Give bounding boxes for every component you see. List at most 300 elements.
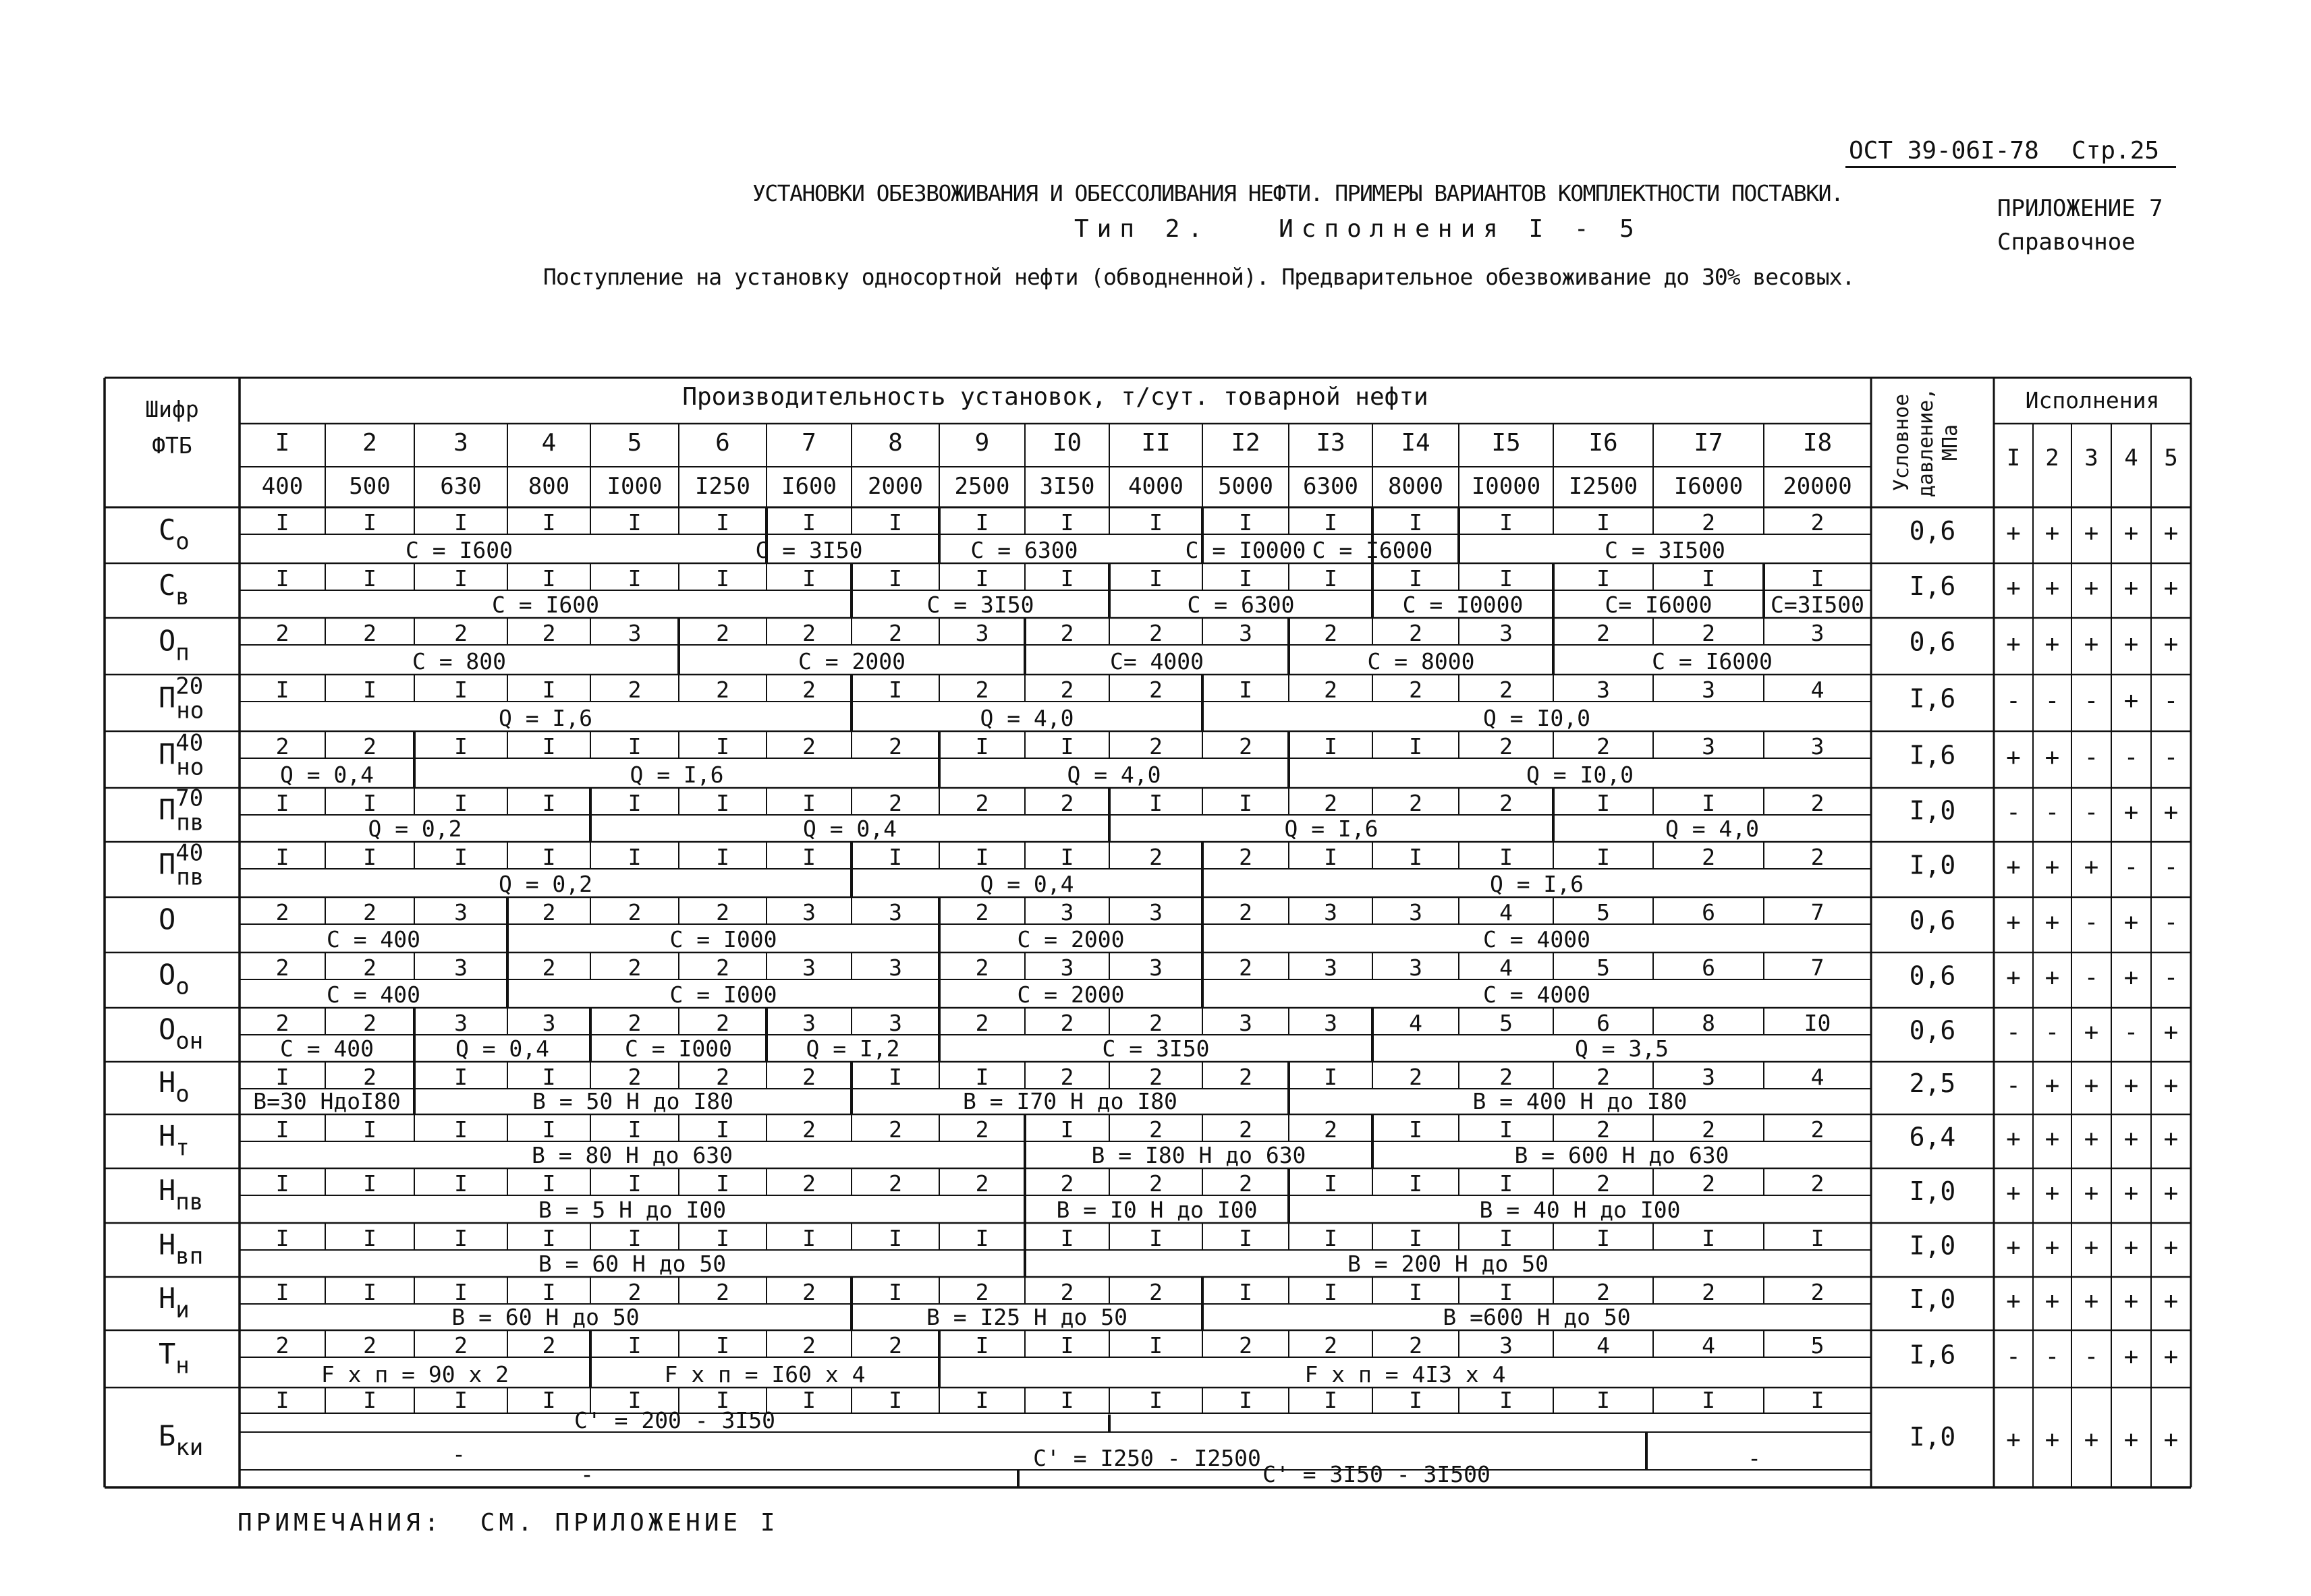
row-exec: - — [2006, 1343, 2021, 1371]
group-label: В = 600 Н до 630 — [1514, 1142, 1729, 1168]
row-exec: - — [2084, 909, 2099, 937]
group-label: С= I6000 — [1605, 592, 1713, 618]
row-count: I — [716, 844, 729, 870]
doc-title: УСТАНОВКИ ОБЕЗВОЖИВАНИЯ И ОБЕССОЛИВАНИЯ НЕФТИ. ПРИМЕРЫ ВАРИАНТОВ КОМПЛЕКТНОСТИ ПОСТАВКИ. — [752, 180, 1843, 206]
capacity-number: 5 — [627, 429, 642, 457]
group-label: С = 6300 — [1187, 592, 1295, 618]
row-exec: - — [2006, 687, 2021, 715]
row-count: I — [363, 677, 377, 703]
row-count: 3 — [1149, 899, 1163, 925]
row-count: I — [975, 1387, 989, 1413]
row-count: 3 — [1149, 954, 1163, 981]
capacity-number: I5 — [1491, 429, 1521, 457]
row-count: I — [1702, 1225, 1715, 1251]
row-count: 3 — [1499, 1332, 1513, 1359]
row-exec: + — [2006, 909, 2021, 937]
row-exec: + — [2084, 574, 2099, 602]
row-count: 2 — [1596, 620, 1610, 646]
row-count: 3 — [1239, 620, 1252, 646]
row-count: I — [889, 1225, 902, 1251]
row-count: I — [628, 1170, 642, 1197]
row-exec: + — [2163, 574, 2179, 602]
notes: ПРИМЕЧАНИЯ: СМ. ПРИЛОЖЕНИЕ I — [238, 1509, 779, 1537]
row-count: I — [454, 1387, 468, 1413]
row-count: I — [454, 1170, 468, 1197]
row-count: I — [889, 1279, 902, 1305]
row-count: I — [1596, 844, 1610, 870]
row-count: I — [1409, 1170, 1422, 1197]
row-count: 2 — [363, 954, 377, 981]
row-count: I — [1149, 509, 1163, 536]
row-pressure: 6,4 — [1909, 1122, 1956, 1152]
row-exec: + — [2163, 1343, 2179, 1371]
row-exec: - — [2044, 687, 2060, 715]
row-count: I — [363, 1225, 377, 1251]
pressure-header — [1890, 388, 1962, 498]
row-code — [159, 1282, 190, 1323]
row-count: I — [889, 1064, 902, 1090]
row-count: 3 — [975, 620, 989, 646]
capacity-value: 800 — [528, 473, 570, 500]
row-count: 2 — [1149, 844, 1163, 870]
row-exec: + — [2006, 743, 2021, 772]
row-code-letter: П — [159, 737, 176, 771]
row-exec: + — [2123, 964, 2139, 992]
group-label: С = 2000 — [1017, 981, 1125, 1008]
row-count: 2 — [716, 1064, 729, 1090]
group-label: С = 6300 — [970, 537, 1078, 563]
row-count: 2 — [889, 620, 902, 646]
row-count: 2 — [1810, 844, 1825, 870]
row-count: I — [1149, 1387, 1163, 1413]
row-count: 2 — [1810, 790, 1825, 816]
row-exec: - — [2044, 799, 2060, 826]
capacity-value: 8000 — [1388, 473, 1443, 500]
row-count: 3 — [454, 899, 468, 925]
row-count: I — [975, 844, 989, 870]
pressure-header-word: МПа — [1939, 424, 1962, 461]
row-count: I — [802, 790, 816, 816]
row-code-sub: ки — [175, 1433, 204, 1461]
row-count: 2 — [1060, 790, 1074, 816]
row-code — [159, 1066, 190, 1108]
group-label: С = 2000 — [1017, 926, 1125, 952]
row-count: I — [1409, 565, 1422, 592]
row-count: 2 — [275, 1332, 289, 1359]
row-count: I — [1596, 1225, 1610, 1251]
row-count: 3 — [802, 1010, 816, 1036]
row-code — [159, 1013, 203, 1054]
row-count: I — [542, 1279, 556, 1305]
capacity-value: 6300 — [1303, 473, 1358, 500]
row-count: I — [275, 1279, 289, 1305]
row-count: I — [542, 1387, 556, 1413]
row-exec: - — [2123, 853, 2139, 882]
row-count: 2 — [1810, 1116, 1825, 1143]
row-count: 5 — [1810, 1332, 1825, 1359]
group-label: В = 400 Н до I80 — [1472, 1088, 1688, 1114]
row-count: I — [1324, 1225, 1337, 1251]
row-count: I — [363, 844, 377, 870]
group-label: В=30 НдоI80 — [253, 1088, 401, 1114]
row-pressure: I,6 — [1909, 683, 1956, 714]
row-count: 2 — [716, 899, 729, 925]
row-count: 2 — [975, 677, 989, 703]
row-count: I — [1239, 1225, 1252, 1251]
row-count: I — [716, 1170, 729, 1197]
row-count: 2 — [363, 1332, 377, 1359]
row-exec: + — [2006, 630, 2021, 658]
row-count: 2 — [975, 1116, 989, 1143]
row-count: I — [716, 1332, 729, 1359]
row-count: 2 — [628, 899, 642, 925]
row-exec: + — [2163, 1179, 2179, 1207]
row-count: 3 — [1060, 954, 1074, 981]
row-count: I — [363, 509, 377, 536]
row-exec: - — [2084, 687, 2099, 715]
row-count: I — [1060, 565, 1074, 592]
row-code — [159, 1228, 203, 1270]
row-code-sub: о — [175, 528, 190, 556]
row-count: I — [1149, 1332, 1163, 1359]
group-label: С = 3I50 — [926, 592, 1034, 618]
row-exec: + — [2084, 1287, 2099, 1315]
row-exec: - — [2044, 1019, 2060, 1046]
capacity-value: I250 — [695, 473, 750, 500]
row-pressure: I,0 — [1909, 1176, 1956, 1206]
row-count: I — [1499, 1116, 1513, 1143]
row-code-letter: П — [159, 793, 176, 826]
code-header-2: ФТБ — [152, 432, 192, 459]
exec-number: I — [2006, 445, 2021, 472]
row-code-sup: 40 — [175, 729, 204, 757]
row-count: 3 — [1499, 620, 1513, 646]
row-count: 5 — [1596, 954, 1610, 981]
row-count: I — [1409, 1279, 1422, 1305]
row-pressure: I,0 — [1909, 1284, 1956, 1314]
row-code-letter: Н — [159, 1228, 176, 1261]
group-label: С = I600 — [492, 592, 599, 618]
row-exec: + — [2006, 964, 2021, 992]
row-count: I — [454, 844, 468, 870]
row-count: I — [628, 1116, 642, 1143]
row-exec: + — [2123, 1343, 2139, 1371]
row-code — [159, 903, 175, 936]
group-label: Q = 0,2 — [498, 871, 593, 897]
row-count: 2 — [1409, 1064, 1422, 1090]
row-exec: + — [2044, 1234, 2060, 1261]
row-count: 2 — [275, 899, 289, 925]
row-exec: + — [2123, 1425, 2139, 1454]
row-code-letter: Н — [159, 1281, 176, 1315]
row-count: 3 — [1702, 1064, 1715, 1090]
row-exec: + — [2084, 1071, 2099, 1100]
row-count: 3 — [1324, 899, 1337, 925]
row-exec: - — [2163, 909, 2179, 937]
row-count: 2 — [975, 899, 989, 925]
group-label: С = I000 — [669, 981, 777, 1008]
row-count: I — [542, 1225, 556, 1251]
row-exec: - — [2163, 853, 2179, 882]
row-exec: + — [2006, 1179, 2021, 1207]
row-count: 2 — [363, 899, 377, 925]
row-count: 4 — [1810, 677, 1825, 703]
row-count: I — [542, 565, 556, 592]
row-code — [159, 625, 190, 666]
row-count: 4 — [1810, 1064, 1825, 1090]
code-header-1: Шифр — [145, 396, 199, 422]
row-count: I — [1409, 733, 1422, 760]
group-label: С = I6000 — [1312, 537, 1433, 563]
row-count: 3 — [1810, 733, 1825, 760]
row-count: 2 — [1324, 677, 1337, 703]
row-count: I — [628, 733, 642, 760]
row-count: 3 — [454, 1010, 468, 1036]
row-code — [159, 730, 204, 781]
row-exec: + — [2084, 1234, 2099, 1261]
row-count: 6 — [1596, 1010, 1610, 1036]
type-line: Тип 2. Исполнения I - 5 — [1074, 215, 1642, 243]
row-count: 2 — [889, 1332, 902, 1359]
row-count: 2 — [889, 790, 902, 816]
capacity-value: 400 — [261, 473, 304, 500]
row-count: 2 — [1596, 1279, 1610, 1305]
group-label: С = 4000 — [1483, 926, 1590, 952]
row-count: 2 — [975, 954, 989, 981]
group-label: С = 400 — [326, 981, 421, 1008]
row-count: I — [628, 1225, 642, 1251]
row-count: 3 — [1324, 954, 1337, 981]
row-count: 2 — [1596, 733, 1610, 760]
row-count: 2 — [1239, 733, 1252, 760]
row-count: I — [1060, 509, 1074, 536]
capacity-number: I3 — [1316, 429, 1345, 457]
row-count: 2 — [1596, 1064, 1610, 1090]
row-count: I — [1499, 844, 1513, 870]
row-exec: + — [2044, 1287, 2060, 1315]
row-count: 2 — [1810, 1170, 1825, 1197]
group-label: Q = I,2 — [806, 1035, 900, 1062]
row-count: I — [1810, 1225, 1825, 1251]
exec-number: 5 — [2164, 445, 2178, 472]
capacity-number: I2 — [1231, 429, 1260, 457]
row-code-letter: Б — [159, 1419, 176, 1452]
capacity-number: I0 — [1052, 429, 1082, 457]
row-count: 2 — [454, 620, 468, 646]
row-count: I — [716, 1387, 729, 1413]
row-count: I — [275, 1116, 289, 1143]
row-exec: + — [2163, 1071, 2179, 1100]
exec-number: 2 — [2045, 445, 2059, 472]
row-count: 3 — [802, 899, 816, 925]
row-exec: + — [2123, 909, 2139, 937]
row-count: I — [275, 677, 289, 703]
group-label: С = 400 — [279, 1035, 374, 1062]
row-count: 8 — [1702, 1010, 1715, 1036]
row-pressure: 0,6 — [1909, 516, 1956, 546]
row-count: I — [802, 565, 816, 592]
row-count: 2 — [1409, 677, 1422, 703]
capacity-value: I600 — [781, 473, 837, 500]
row-count: 3 — [1596, 677, 1610, 703]
row-count: 2 — [1324, 1332, 1337, 1359]
group-label: С = 400 — [326, 926, 421, 952]
row-code — [159, 569, 190, 610]
group-label: Q = 3,5 — [1574, 1035, 1669, 1062]
row-count: 2 — [542, 620, 556, 646]
group-label: Q = 4,0 — [1665, 816, 1760, 842]
row-pressure: I,0 — [1909, 1230, 1956, 1261]
row-count: I — [1499, 1387, 1513, 1413]
row-count: I — [542, 790, 556, 816]
row-code — [159, 513, 190, 555]
row-exec: - — [2084, 964, 2099, 992]
row-pressure: I,0 — [1909, 850, 1956, 880]
row-count: 2 — [275, 1010, 289, 1036]
capacity-value: I2500 — [1568, 473, 1638, 500]
row-count: I — [1499, 1225, 1513, 1251]
group-label: В = 5 Н до I00 — [538, 1197, 727, 1223]
row-exec: + — [2163, 1125, 2179, 1153]
row-count: 4 — [1702, 1332, 1715, 1359]
row-exec: + — [2006, 1234, 2021, 1261]
pressure-header-word: давление, — [1914, 387, 1938, 498]
row-count: 2 — [1239, 1170, 1252, 1197]
row-count: I — [1499, 565, 1513, 592]
row-count: 2 — [1702, 844, 1715, 870]
row-exec: + — [2123, 1179, 2139, 1207]
row-count: I — [1324, 844, 1337, 870]
row-code-letter: Н — [159, 1119, 176, 1153]
row-count: I — [363, 790, 377, 816]
row-exec: - — [2006, 799, 2021, 826]
row-exec: + — [2084, 1019, 2099, 1046]
group-label: Q = I,6 — [1284, 816, 1379, 842]
row-count: 2 — [975, 1170, 989, 1197]
row-exec: + — [2084, 853, 2099, 882]
row-code-letter: Т — [159, 1337, 176, 1371]
row-exec: + — [2123, 687, 2139, 715]
row-count: 4 — [1596, 1332, 1610, 1359]
row-count: I — [1324, 1279, 1337, 1305]
capacity-number: 6 — [715, 429, 730, 457]
row-count: I — [1409, 1387, 1422, 1413]
row-count: 2 — [1239, 1116, 1252, 1143]
row-exec: + — [2006, 574, 2021, 602]
row-count: I — [889, 844, 902, 870]
row-count: I — [275, 509, 289, 536]
row-pressure: 0,6 — [1909, 627, 1956, 657]
row-count: I — [454, 1064, 468, 1090]
row-count: I — [716, 1225, 729, 1251]
row-exec: + — [2163, 799, 2179, 826]
row-exec: + — [2006, 1287, 2021, 1315]
row-code — [159, 840, 204, 891]
row-count: 2 — [1239, 954, 1252, 981]
row-count: I — [802, 1225, 816, 1251]
bki-range: С' = 3I50 - 3I500 — [1262, 1461, 1491, 1487]
appendix-label: ПРИЛОЖЕНИЕ 7 — [1997, 195, 2163, 222]
row-code — [159, 1337, 190, 1379]
row-exec: + — [2044, 909, 2060, 937]
row-count: 2 — [802, 1116, 816, 1143]
row-count: 2 — [1239, 899, 1252, 925]
capacity-header: Производительность установок, т/сут. товарной нефти — [682, 383, 1428, 411]
group-label: Q = I,6 — [498, 705, 593, 731]
row-count: I — [1409, 844, 1422, 870]
row-count: I — [542, 1064, 556, 1090]
row-pressure: 0,6 — [1909, 1015, 1956, 1046]
row-count: I — [454, 733, 468, 760]
row-count: 2 — [628, 677, 642, 703]
row-count: I — [1499, 1279, 1513, 1305]
row-exec: + — [2084, 1179, 2099, 1207]
row-count: I — [628, 509, 642, 536]
group-label: В = 200 Н до 50 — [1347, 1251, 1549, 1277]
row-count: I — [275, 844, 289, 870]
row-count: 2 — [1409, 620, 1422, 646]
bki-dash: - — [452, 1441, 466, 1467]
row-exec: + — [2044, 630, 2060, 658]
row-count: 2 — [716, 677, 729, 703]
row-count: 2 — [1324, 1116, 1337, 1143]
row-exec: - — [2123, 1019, 2139, 1046]
group-label: С = I0000 — [1185, 537, 1306, 563]
row-count: I — [802, 844, 816, 870]
row-code-sub: и — [175, 1296, 190, 1323]
row-pressure: 0,6 — [1909, 961, 1956, 991]
capacity-value: 5000 — [1218, 473, 1273, 500]
row-count: 4 — [1499, 954, 1513, 981]
row-count: 2 — [1239, 844, 1252, 870]
row-exec: + — [2084, 630, 2099, 658]
row-count: 2 — [1060, 620, 1074, 646]
row-exec: - — [2084, 743, 2099, 772]
row-count: 2 — [1060, 1170, 1074, 1197]
row-count: 3 — [1702, 733, 1715, 760]
group-label: Q = 0,4 — [980, 871, 1074, 897]
row-count: I — [363, 565, 377, 592]
capacity-value: I000 — [607, 473, 663, 500]
row-count: 2 — [1499, 790, 1513, 816]
capacity-value: 2000 — [868, 473, 923, 500]
group-label: В = 60 Н до 50 — [451, 1304, 640, 1330]
row-count: 2 — [1149, 1279, 1163, 1305]
exec-number: 4 — [2124, 445, 2138, 472]
row-count: I — [628, 1387, 642, 1413]
row-count: I — [1324, 733, 1337, 760]
row-code-sub: пв — [176, 863, 204, 891]
row-count: I — [1324, 1064, 1337, 1090]
row-count: 2 — [1499, 1064, 1513, 1090]
row-count: 7 — [1810, 899, 1825, 925]
row-exec: - — [2163, 687, 2179, 715]
row-exec: + — [2006, 1425, 2021, 1454]
row-count: 2 — [1324, 620, 1337, 646]
row-count: 2 — [716, 954, 729, 981]
group-label: В = 80 Н до 630 — [531, 1142, 733, 1168]
group-label: Q = I0,0 — [1483, 705, 1590, 731]
row-count: I — [542, 509, 556, 536]
row-count: 3 — [1409, 899, 1422, 925]
page-number: Стр.25 — [2071, 137, 2160, 165]
row-exec: + — [2123, 1287, 2139, 1315]
row-count: 2 — [802, 677, 816, 703]
row-count: I — [542, 1116, 556, 1143]
row-count: 2 — [363, 620, 377, 646]
row-count: 2 — [1596, 1116, 1610, 1143]
row-exec: + — [2163, 1287, 2179, 1315]
